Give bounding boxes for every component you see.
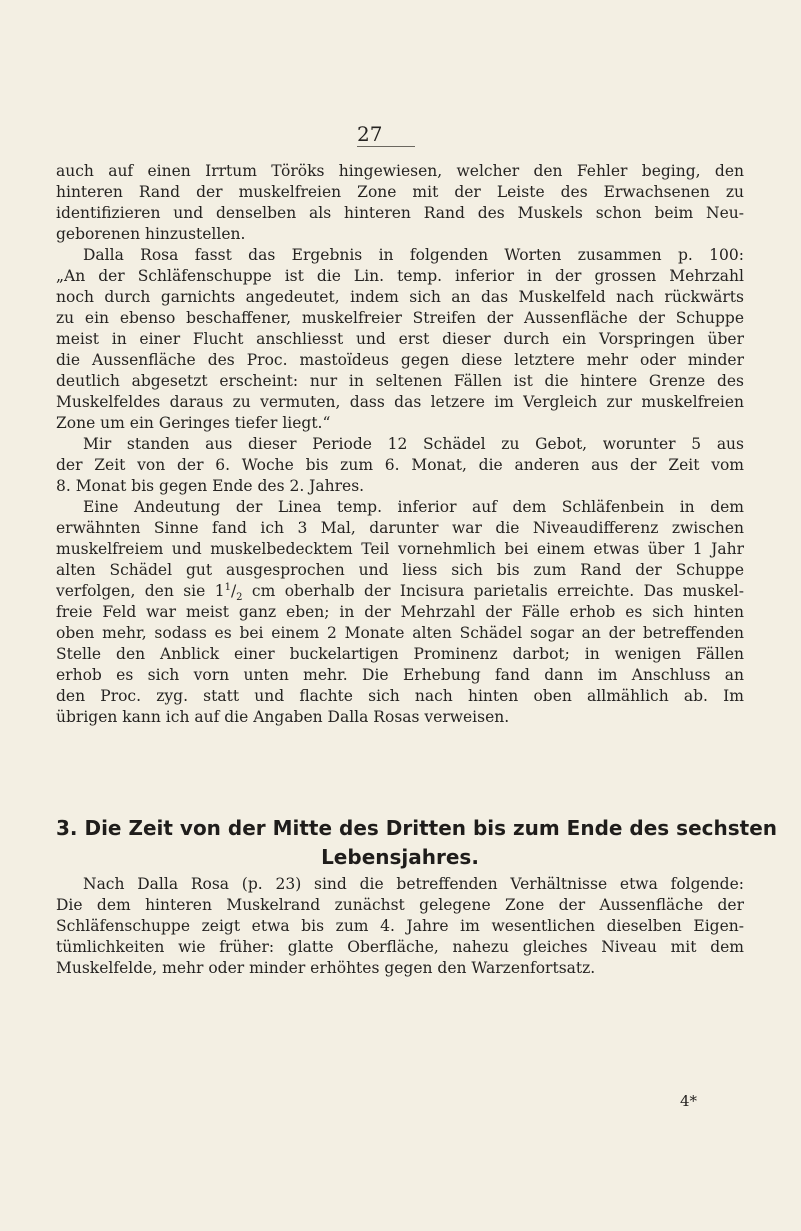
text-line: freie Feld war meist ganz eben; in der Mehrzahl der Fälle erhob es sich hinten [56, 603, 744, 621]
text-line: übrigen kann ich auf die Angaben Dalla Rosas verweisen. [56, 708, 510, 726]
text-line: die Aussenfläche des Proc. mastoïdeus gegen diese letztere mehr oder minder [56, 351, 744, 369]
text-line: oben mehr, sodass es bei einem 2 Monate alten Schädel sogar an der betreffenden [56, 624, 744, 642]
text-line: den Proc. zyg. statt und flachte sich nach hinten oben allmählich ab. Im [56, 687, 744, 705]
section-heading [56, 814, 777, 872]
text-line: „An der Schläfenschuppe ist die Lin. temp. inferior in der grossen Mehrzahl [56, 267, 744, 285]
text-line: der Zeit von der 6. Woche bis zum 6. Monat, die anderen aus der Zeit vom [56, 456, 744, 474]
text-line: Zone um ein Geringes tiefer liegt.“ [56, 414, 331, 432]
text-line: hinteren Rand der muskelfreien Zone mit der Leiste des Erwachsenen zu [56, 183, 744, 201]
text-line: tümlichkeiten wie früher: glatte Oberfläche, nahezu gleiches Niveau mit dem [56, 938, 744, 956]
text-line: muskelfreiem und muskelbedecktem Teil vornehmlich bei einem etwas über 1 Jahr [56, 540, 744, 558]
text-line-with-fraction [56, 581, 744, 602]
text-line: Eine Andeutung der Linea temp. inferior auf dem Schläfenbein in dem [83, 498, 744, 516]
text-line: erwähnten Sinne fand ich 3 Mal, darunter war die Niveaudifferenz zwischen [56, 519, 744, 537]
text-line: Mir standen aus dieser Periode 12 Schädel zu Gebot, worunter 5 aus [83, 435, 744, 453]
text-line: identifizieren und denselben als hinteren Rand des Muskels schon beim Neu- [56, 204, 744, 222]
text-line: noch durch garnichts angedeutet, indem sich an das Muskelfeld nach rückwärts [56, 288, 744, 306]
text-line: Schläfenschuppe zeigt etwa bis zum 4. Jahre im wesentlichen dieselben Eigen- [56, 917, 744, 935]
text-fragment: verfolgen, den sie 1 [56, 582, 225, 600]
fraction-slash: / [230, 582, 237, 600]
text-line: 8. Monat bis gegen Ende des 2. Jahres. [56, 477, 365, 495]
body-text-top [56, 161, 744, 728]
fraction-numerator: 1 [224, 581, 231, 593]
section-heading-line: Lebensjahres. [321, 845, 479, 869]
signature-mark: 4* [680, 1092, 698, 1110]
text-line: zu ein ebenso beschaffener, muskelfreier Streifen der Aussenfläche der Schuppe [56, 309, 744, 327]
text-line: geborenen hinzustellen. [56, 225, 246, 243]
text-line: deutlich abgesetzt erscheint: nur in seltenen Fällen ist die hintere Grenze des [56, 372, 744, 390]
body-text-bottom [56, 874, 744, 979]
text-line: Nach Dalla Rosa (p. 23) sind die betreffenden Verhältnisse etwa folgende: [83, 875, 744, 893]
text-line: Muskelfelde, mehr oder minder erhöhtes gegen den Warzenfortsatz. [56, 959, 596, 977]
text-line: alten Schädel gut ausgesprochen und liess sich bis zum Rand der Schuppe [56, 561, 744, 579]
text-fragment: cm oberhalb der Incisura parietalis erreichte. Das muskel- [242, 582, 744, 600]
text-line: meist in einer Flucht anschliesst und erst dieser durch ein Vorspringen über [56, 330, 744, 348]
text-line: auch auf einen Irrtum Töröks hingewiesen, welcher den Fehler beging, den [56, 162, 744, 180]
text-line: Die dem hinteren Muskelrand zunächst gelegene Zone der Aussenfläche der [56, 896, 744, 914]
fraction-denominator: 2 [236, 592, 243, 602]
section-heading-line: 3. Die Zeit von der Mitte des Dritten bis zum Ende des sechsten [56, 816, 777, 840]
text-line: Stelle den Anblick einer buckelartigen Prominenz darbot; in wenigen Fällen [56, 645, 744, 663]
text-line: erhob es sich vorn unten mehr. Die Erhebung fand dann im Anschluss an [56, 666, 744, 684]
page-number: 27 [357, 122, 383, 146]
text-line: Dalla Rosa fasst das Ergebnis in folgenden Worten zusammen p. 100: [83, 246, 744, 264]
text-line: Muskelfeldes daraus zu vermuten, dass das letzere im Vergleich zur muskelfreien [56, 393, 744, 411]
page-number-rule [357, 146, 415, 147]
